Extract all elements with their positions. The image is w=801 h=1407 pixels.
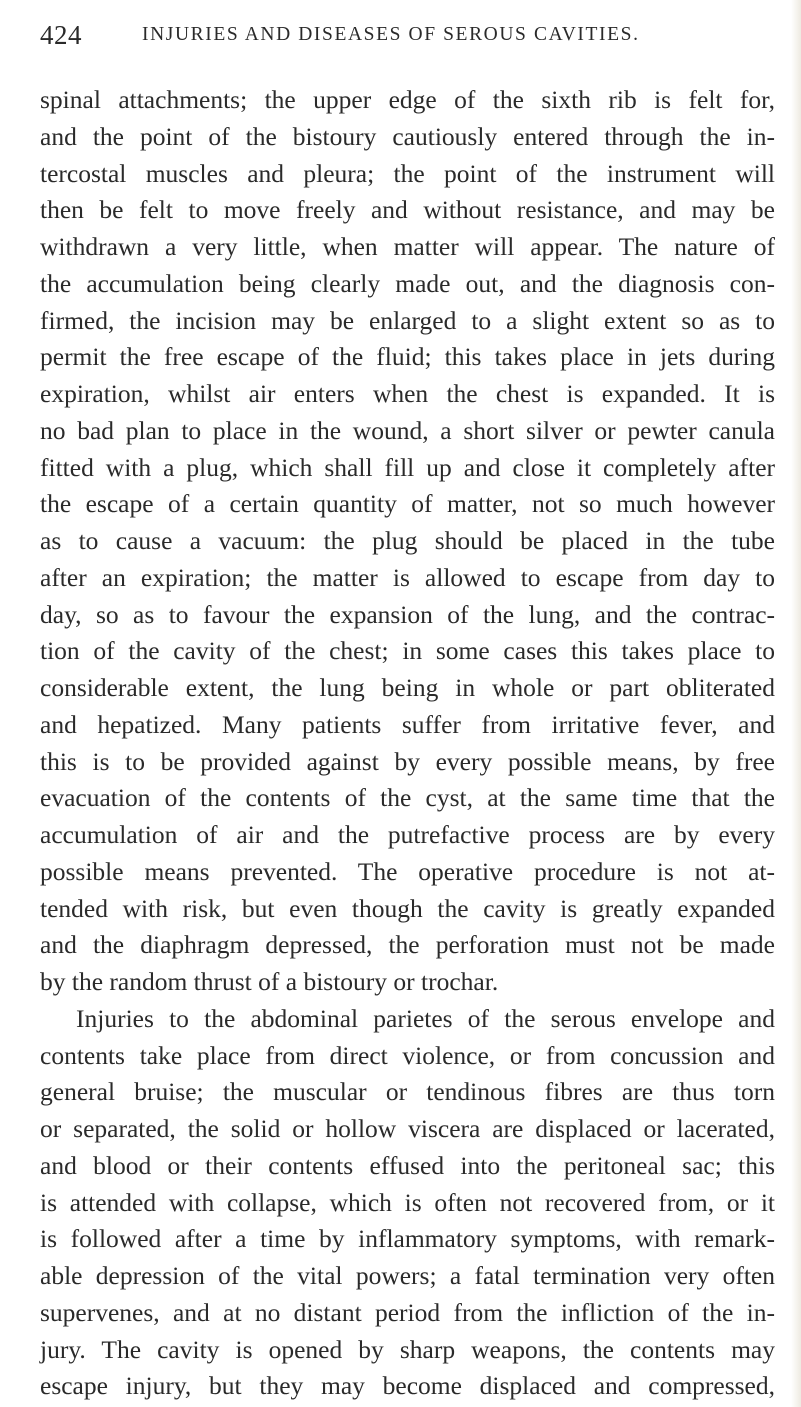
text-line: is followed after a time by inflammatory symptoms, with remark- <box>40 1224 775 1254</box>
text-line: able depression of the vital powers; a fatal termination very often <box>40 1261 775 1290</box>
text-line: after an expiration; the matter is allowed to escape from day to <box>40 562 775 592</box>
paragraph-end-line: by the random thrust of a bistoury or trochar. <box>40 967 499 996</box>
text-line: and blood or their contents effused into the peritoneal sac; this <box>40 1150 775 1180</box>
text-line: tercostal muscles and pleura; the point of the instrument will <box>40 158 775 188</box>
text-line: and the point of the bistoury cautiously entered through the in- <box>40 121 775 151</box>
text-line: escape injury, but they may become displaced and compressed, <box>40 1371 775 1401</box>
text-line: permit the free escape of the fluid; this takes place in jets during <box>40 342 775 372</box>
text-line: day, so as to favour the expansion of the lung, and the contrac- <box>40 599 775 629</box>
text-line: this is to be provided against by every possible means, by free <box>40 746 775 776</box>
text-line: firmed, the incision may be enlarged to a slight extent so as to <box>40 305 775 335</box>
text-line: accumulation of air and the putrefactive process are by every <box>40 820 775 849</box>
text-line: contents take place from direct violence, or from concussion and <box>40 1040 775 1070</box>
running-head <box>40 20 780 56</box>
text-line: is attended with collapse, which is often not recovered from, or it <box>40 1187 775 1217</box>
text-line: then be felt to move freely and without resistance, and may be <box>40 195 775 225</box>
running-title: INJURIES AND DISEASES OF SEROUS CAVITIES. <box>142 24 640 45</box>
text-line: general bruise; the muscular or tendinous fibres are thus torn <box>40 1077 775 1107</box>
text-line: tended with risk, but even though the cavity is greatly expanded <box>40 893 775 923</box>
text-line: possible means prevented. The operative procedure is not at- <box>40 856 775 886</box>
text-line: no bad plan to place in the wound, a short silver or pewter canula <box>40 415 775 445</box>
text-line: jury. The cavity is opened by sharp weapons, the contents may <box>40 1334 775 1364</box>
text-line: the accumulation being clearly made out, and the diagnosis con- <box>40 268 775 298</box>
text-line: supervenes, and at no distant period from the infliction of the in- <box>40 1297 775 1327</box>
text-line: spinal attachments; the upper edge of the sixth rib is felt for, <box>40 85 775 114</box>
text-line: considerable extent, the lung being in whole or part obliterated <box>40 673 775 702</box>
text-line: the escape of a certain quantity of matter, not so much however <box>40 489 775 519</box>
text-line: fitted with a plug, which shall fill up and close it completely after <box>40 452 775 482</box>
body-text <box>40 82 775 1405</box>
text-line: evacuation of the contents of the cyst, at the same time that the <box>40 783 775 813</box>
text-line: withdrawn a very little, when matter will appear. The nature of <box>40 232 775 261</box>
page-edge-shadow <box>791 0 801 1407</box>
text-line: and hepatized. Many patients suffer from irritative fever, and <box>40 709 775 739</box>
text-line: expiration, whilst air enters when the chest is expanded. It is <box>40 379 775 408</box>
text-line: as to cause a vacuum: the plug should be placed in the tube <box>40 526 775 555</box>
text-line: or separated, the solid or hollow viscera are displaced or lacerated, <box>40 1114 775 1143</box>
page-number: 424 <box>40 20 82 50</box>
paragraph-start-line: Injuries to the abdominal parietes of the serous envelope and <box>76 1003 775 1033</box>
text-line: tion of the cavity of the chest; in some cases this takes place to <box>40 636 775 666</box>
text-line: and the diaphragm depressed, the perforation must not be made <box>40 930 775 960</box>
